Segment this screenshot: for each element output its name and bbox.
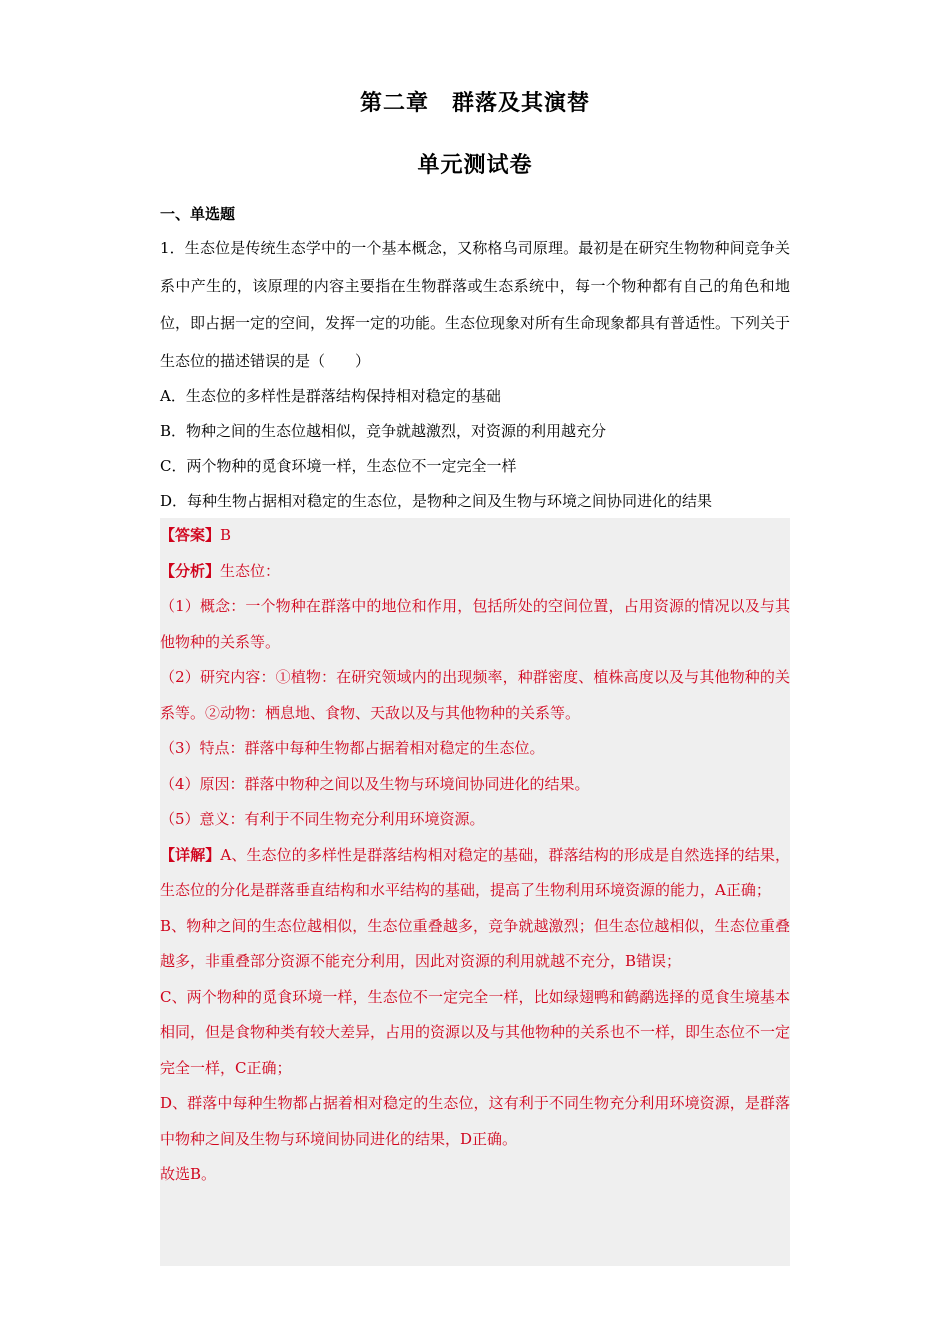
analysis-point: （5）意义：有利于不同生物充分利用环境资源。	[160, 810, 485, 828]
answer-panel	[160, 518, 790, 1266]
analysis-point: （3）特点：群落中每种生物都占据着相对稳定的生态位。	[160, 739, 545, 757]
answer-value: B	[220, 526, 232, 544]
analysis-point: （4）原因：群落中物种之间以及生物与环境间协同进化的结果。	[160, 774, 590, 793]
detail-first: A、生态位的多样性是群落结构相对稳定的基础，群落结构的形成是自然选择的结果，生态位的分化是群落垂直结构和水平结构的基础，提高了生物利用环境资源的能力，A正确；	[160, 845, 790, 899]
detail-line	[160, 838, 790, 909]
option-d: D．每种生物占据相对稳定的生态位，是物种之间及生物与环境之间协同进化的结果	[160, 492, 713, 510]
option-a: A．生态位的多样性是群落结构保持相对稳定的基础	[160, 387, 501, 405]
page-subtitle: 单元测试卷	[417, 153, 533, 178]
chapter-title: 第二章 群落及其演替	[359, 91, 590, 116]
analysis-line	[160, 554, 790, 590]
option-b: B．物种之间的生态位越相似，竞争就越激烈，对资源的利用越充分	[160, 422, 607, 440]
detail-tag: 【详解】	[160, 845, 221, 864]
question-stem: 1．生态位是传统生态学中的一个基本概念，又称格乌司原理。最初是在研究生物物种间竞争关系中产生的，该原理的内容主要指在生物群落或生态系统中，每一个物种都有自己的角色和地位，即占据一定的空间，发挥一定的功能。生态位现象对所有生命现象都具有普适性。下列关于生态位的描述错误的是（ ）	[160, 239, 791, 370]
option-c: C．两个物种的觅食环境一样，生态位不一定完全一样	[160, 457, 517, 475]
question-block	[160, 230, 790, 519]
analysis-intro: 生态位：	[220, 561, 281, 580]
answer-tag: 【答案】	[160, 526, 221, 544]
section-heading: 一、单选题	[160, 205, 236, 223]
answer-line	[160, 518, 790, 554]
detail-point: C、两个物种的觅食环境一样，生态位不一定完全一样，比如绿翅鸭和鹤鹬选择的觅食生境基本相同，但是食物种类有较大差异，占用的资源以及与其他物种的关系也不一样，即生态位不一定完全一样，C正确；	[160, 987, 791, 1077]
conclusion: 故选B。	[160, 1165, 217, 1183]
detail-point: B、物种之间的生态位越相似，生态位重叠越多，竞争就越激烈；但生态位越相似，生态位重叠越多，非重叠部分资源不能充分利用，因此对资源的利用就越不充分，B错误；	[160, 916, 790, 970]
detail-point: D、群落中每种生物都占据着相对稳定的生态位，这有利于不同生物充分利用环境资源，是群落中物种之间及生物与环境间协同进化的结果，D正确。	[160, 1094, 790, 1148]
analysis-tag: 【分析】	[160, 561, 221, 580]
analysis-point: （1）概念：一个物种在群落中的地位和作用，包括所处的空间位置，占用资源的情况以及与其他物种的关系等。	[160, 597, 790, 651]
analysis-point: （2）研究内容：①植物：在研究领域内的出现频率，种群密度、植株高度以及与其他物种的关系等。②动物：栖息地、食物、天敌以及与其他物种的关系等。	[160, 668, 790, 722]
